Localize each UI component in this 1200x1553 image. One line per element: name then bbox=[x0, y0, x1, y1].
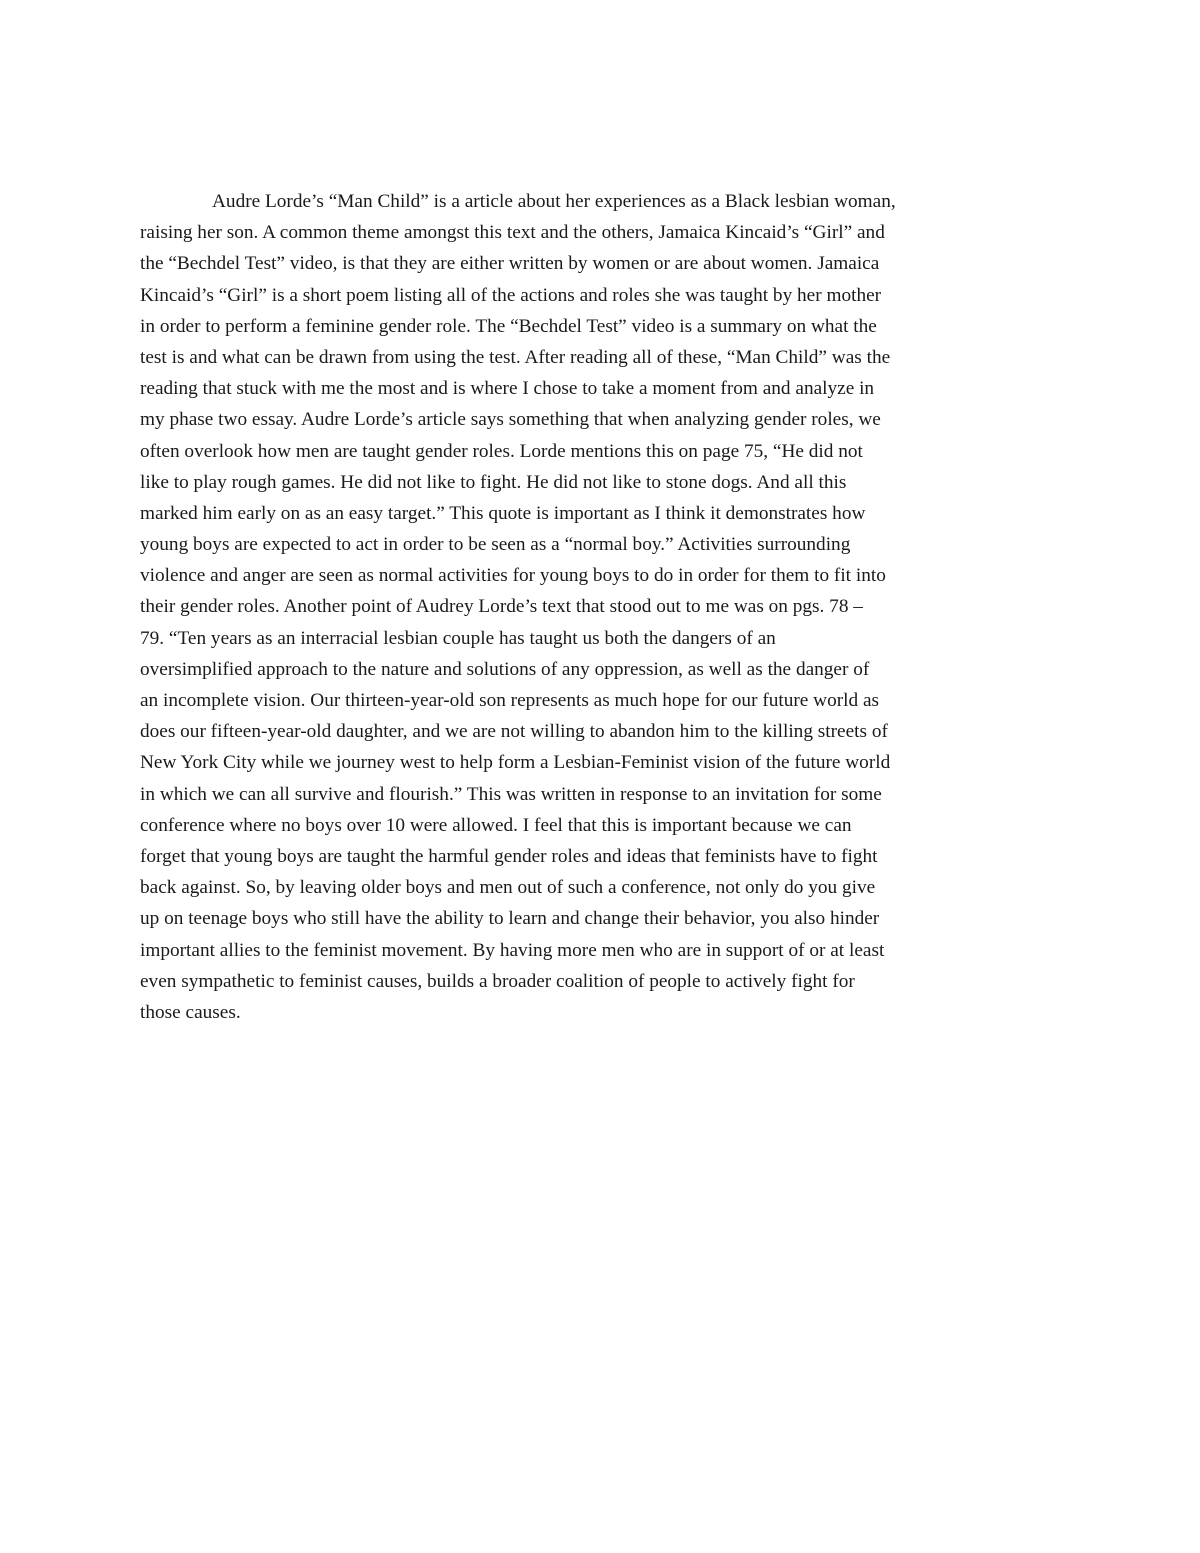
paragraph-line: my phase two essay. Audre Lorde’s article says something that when analyzing gender roles, we bbox=[140, 409, 881, 431]
paragraph-line: up on teenage boys who still have the ability to learn and change their behavior, you also hinder bbox=[140, 908, 880, 930]
paragraph-line: oversimplified approach to the nature and solutions of any oppression, as well as the danger of bbox=[140, 658, 870, 680]
paragraph-line: an incomplete vision. Our thirteen-year-old son represents as much hope for our future world as bbox=[140, 690, 880, 711]
paragraph-line: test is and what can be drawn from using the test. After reading all of these, “Man Child” was the bbox=[140, 346, 891, 368]
paragraph-line: Audre Lorde’s “Man Child” is a article about her experiences as a Black lesbian woman, bbox=[212, 191, 896, 212]
paragraph-line: even sympathetic to feminist causes, builds a broader coalition of people to actively fight for bbox=[140, 970, 855, 992]
paragraph-line: New York City while we journey west to help form a Lesbian-Feminist vision of the future world bbox=[140, 752, 891, 774]
paragraph-line: violence and anger are seen as normal activities for young boys to do in order for them to fit into bbox=[140, 565, 886, 587]
paragraph-line: in order to perform a feminine gender role. The “Bechdel Test” video is a summary on what the bbox=[140, 315, 877, 337]
paragraph-line: often overlook how men are taught gender roles. Lorde mentions this on page 75, “He did not bbox=[140, 440, 863, 462]
paragraph-line: those causes. bbox=[140, 1001, 241, 1023]
paragraph-line: young boys are expected to act in order to be seen as a “normal boy.” Activities surrounding bbox=[140, 534, 851, 556]
paragraph-line: forget that young boys are taught the harmful gender roles and ideas that feminists have to fight bbox=[140, 845, 878, 867]
paragraph-line: marked him early on as an easy target.” This quote is important as I think it demonstrates how bbox=[140, 502, 866, 524]
paragraph-line: the “Bechdel Test” video, is that they are either written by women or are about women. Jamaica bbox=[140, 253, 880, 275]
paragraph-line: back against. So, by leaving older boys and men out of such a conference, not only do you give bbox=[140, 877, 876, 899]
paragraph-line: 79. “Ten years as an interracial lesbian couple has taught us both the dangers of an bbox=[140, 627, 776, 649]
paragraph-line: Kincaid’s “Girl” is a short poem listing all of the actions and roles she was taught by her mother bbox=[140, 284, 882, 306]
paragraph-line: reading that stuck with me the most and is where I chose to take a moment from and analyze in bbox=[140, 378, 875, 400]
paragraph-line: conference where no boys over 10 were allowed. I feel that this is important because we can bbox=[140, 814, 852, 836]
essay-paragraph bbox=[140, 186, 1070, 1028]
paragraph-line: their gender roles. Another point of Audrey Lorde’s text that stood out to me was on pgs. 78 – bbox=[140, 596, 863, 618]
paragraph-line: like to play rough games. He did not like to fight. He did not like to stone dogs. And all this bbox=[140, 471, 847, 493]
paragraph-line: in which we can all survive and flourish.” This was written in response to an invitation for some bbox=[140, 783, 882, 805]
paragraph-line: does our fifteen-year-old daughter, and we are not willing to abandon him to the killing streets of bbox=[140, 721, 888, 743]
paragraph-line: raising her son. A common theme amongst this text and the others, Jamaica Kincaid’s “Girl” and bbox=[140, 222, 885, 244]
paragraph-line: important allies to the feminist movement. By having more men who are in support of or at least bbox=[140, 939, 885, 961]
